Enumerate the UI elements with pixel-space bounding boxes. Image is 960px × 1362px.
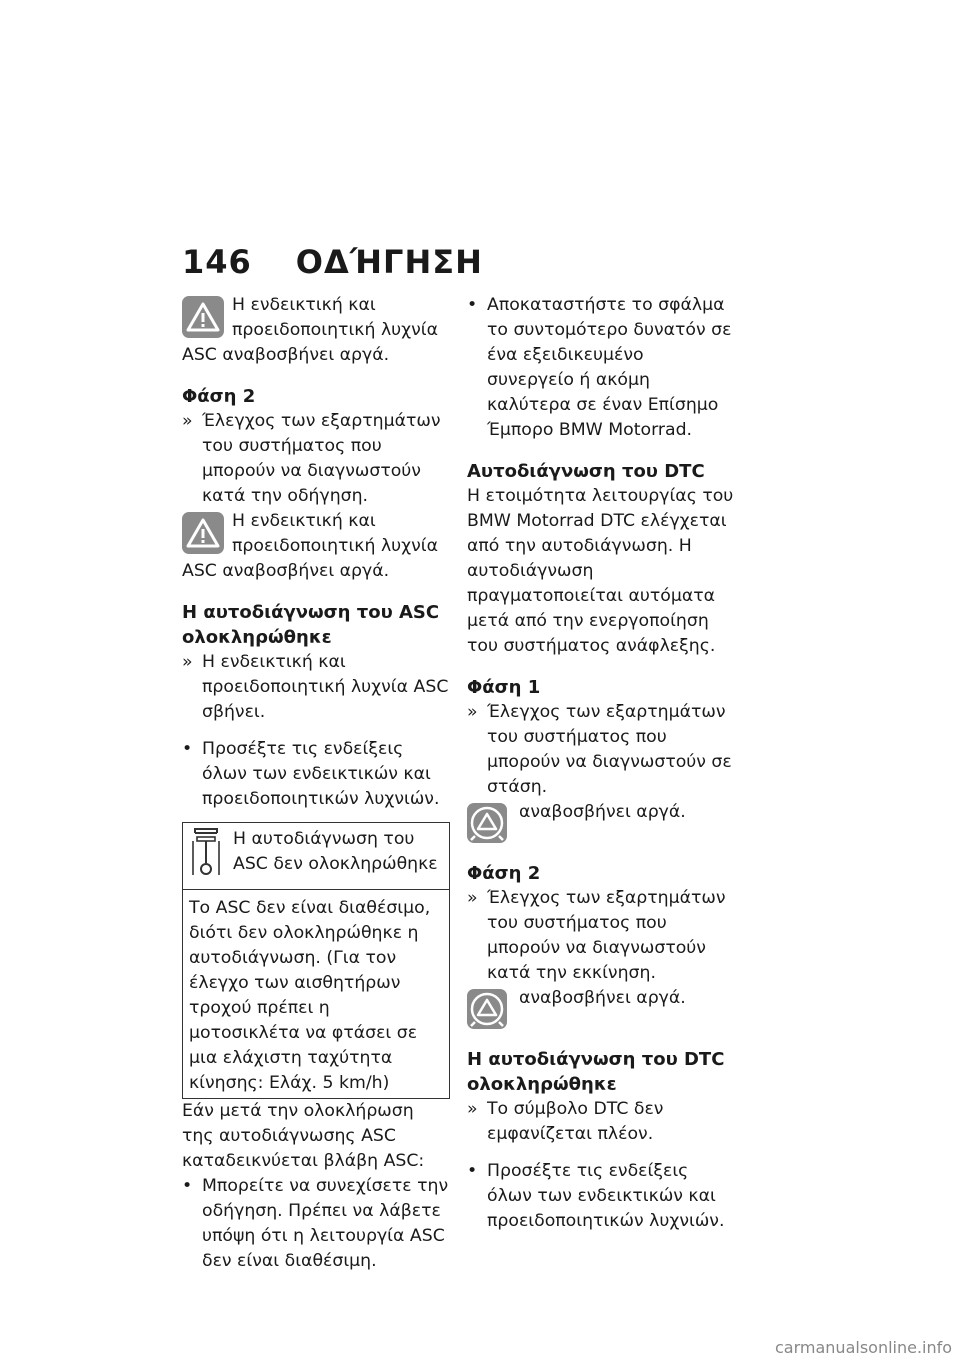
section-heading: Φάση 1 bbox=[467, 677, 541, 698]
workshop-notice-box bbox=[182, 822, 450, 1099]
arrow-item: » Το σύμβολο DTC δεν εμφανίζεται πλέον. bbox=[467, 1099, 664, 1144]
paragraph: Η ετοιμότητα λειτουργίας του BMW Motorrad DTC ελέγχεται από την αυτοδιάγνωση. Η αυτοδιάγνωση πραγματοποιείται αυτόματα μετά από την ενεργοποίηση του συστήματος ανάφλεξης. bbox=[467, 486, 734, 656]
bullet-item: • Αποκαταστήστε το σφάλμα το συντομότερο δυνατόν σε ένα εξειδικευμένο συνεργείο ή ακόμη καλύτερα σε έναν Επίσημο Έμπορο BMW Motorrad. bbox=[467, 295, 732, 440]
icon-paragraph: αναβοσβήνει αργά. bbox=[467, 800, 735, 845]
toolbox-icon bbox=[189, 827, 223, 879]
section-heading: Η αυτοδιάγνωση του DTC ολοκληρώθηκε bbox=[467, 1049, 725, 1095]
arrow-item: » Η ενδεικτική και προειδοποιητική λυχνία ASC σβήνει. bbox=[182, 652, 449, 722]
icon-paragraph: Η ενδεικτική και προειδοποιητική λυχνία ASC αναβοσβήνει αργά. bbox=[182, 295, 439, 365]
icon-paragraph: αναβοσβήνει αργά. bbox=[467, 986, 735, 1031]
paragraph: Εάν μετά την ολοκλήρωση της αυτοδιάγνωσης ASC καταδεικνύεται βλάβη ASC: bbox=[182, 1101, 425, 1171]
icon-paragraph: Η ενδεικτική και προειδοποιητική λυχνία ASC αναβοσβήνει αργά. bbox=[182, 511, 439, 581]
section-heading: Αυτοδιάγνωση του DTC bbox=[467, 461, 705, 482]
page-title: ΟΔΉΓΗΣΗ bbox=[295, 243, 483, 281]
watermark: carmanualsonline.info bbox=[775, 1338, 953, 1357]
arrow-item: » Έλεγχος των εξαρτημάτων του συστήματος που μπορούν να διαγνωστούν σε στάση. bbox=[467, 702, 732, 797]
arrow-item: » Έλεγχος των εξαρτημάτων του συστήματος που μπορούν να διαγνωστούν κατά την οδήγηση. bbox=[182, 411, 441, 506]
notice-title: Η αυτοδιάγνωση του ASC δεν ολοκληρώθηκε bbox=[233, 829, 438, 874]
page-header bbox=[182, 243, 483, 281]
page-number: 146 bbox=[182, 243, 252, 281]
left-column bbox=[182, 293, 450, 1274]
right-column bbox=[467, 293, 735, 1234]
section-heading: Φάση 2 bbox=[467, 863, 541, 884]
bullet-item: • Μπορείτε να συνεχίσετε την οδήγηση. Πρέπει να λάβετε υπόψη ότι η λειτουργία ASC δεν είναι διαθέσιμη. bbox=[182, 1176, 449, 1271]
dtc-icon bbox=[467, 989, 507, 1029]
warning-triangle-icon bbox=[182, 512, 224, 554]
section-heading: Η αυτοδιάγνωση του ASC ολοκληρώθηκε bbox=[182, 602, 440, 648]
bullet-item: • Προσέξτε τις ενδείξεις όλων των ενδεικτικών και προειδοποιητικών λυχνιών. bbox=[467, 1161, 725, 1231]
notice-body: Το ASC δεν είναι διαθέσιμο, διότι δεν ολοκληρώθηκε η αυτοδιάγνωση. (Για τον έλεγχο των αισθητήρων τροχού πρέπει η μοτοσικλέτα να φτάσει σε μια ελάχιστη ταχύτητα κίνησης: Ελάχ. 5 km/h) bbox=[189, 898, 431, 1093]
bullet-item: • Προσέξτε τις ενδείξεις όλων των ενδεικτικών και προειδοποιητικών λυχνιών. bbox=[182, 739, 440, 809]
warning-triangle-icon bbox=[182, 296, 224, 338]
arrow-item: » Έλεγχος των εξαρτημάτων του συστήματος που μπορούν να διαγνωστούν κατά την εκκίνηση. bbox=[467, 888, 726, 983]
section-heading: Φάση 2 bbox=[182, 386, 256, 407]
dtc-icon bbox=[467, 803, 507, 843]
